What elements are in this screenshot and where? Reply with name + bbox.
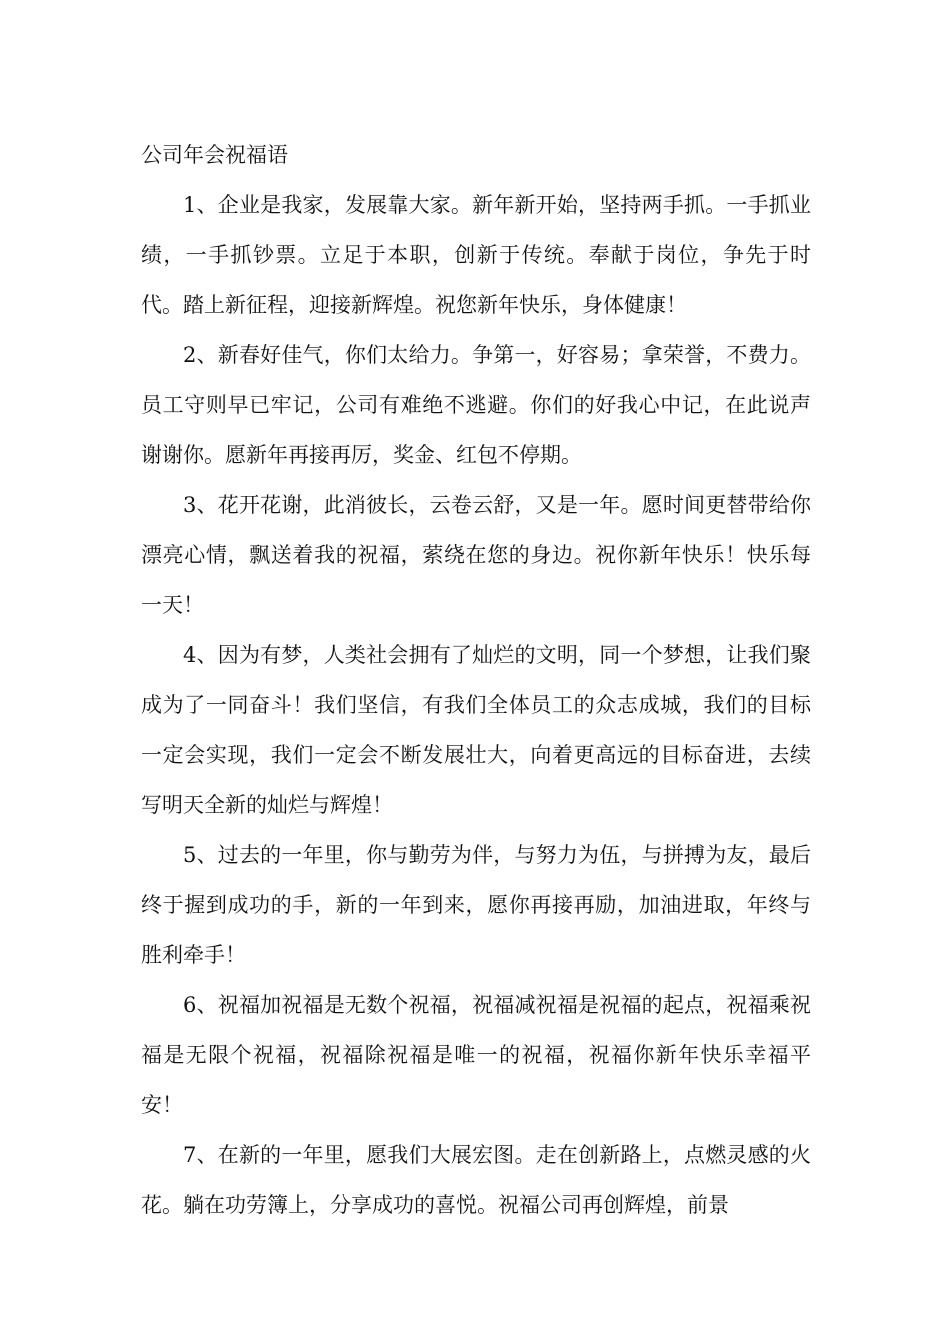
paragraph-1: 1、企业是我家，发展靠大家。新年新开始，坚持两手抓。一手抓业绩，一手抓钞票。立足于本职，创新于传统。奉献于岗位，争先于时代。踏上新征程，迎接新辉煌。祝您新年快乐，身体健康！	[141, 193, 811, 317]
paragraph-6: 6、祝福加祝福是无数个祝福，祝福减祝福是祝福的起点，祝福乘祝福是无限个祝福，祝福除祝福是唯一的祝福，祝福你新年快乐幸福平安！	[141, 993, 811, 1117]
paragraph-7: 7、在新的一年里，愿我们大展宏图。走在创新路上，点燃灵感的火花。躺在功劳簿上，分享成功的喜悦。祝福公司再创辉煌，前景	[141, 1143, 811, 1217]
paragraph-4: 4、因为有梦，人类社会拥有了灿烂的文明，同一个梦想，让我们聚成为了一同奋斗！我们坚信，有我们全体员工的众志成城，我们的目标一定会实现，我们一定会不断发展壮大，向着更高远的目标奋进，去续写明天全新的灿烂与辉煌！	[141, 643, 811, 817]
document-title: 公司年会祝福语	[141, 143, 288, 167]
paragraph-5: 5、过去的一年里，你与勤劳为伴，与努力为伍，与拼搏为友，最后终于握到成功的手，新的一年到来，愿你再接再励，加油进取，年终与胜利牵手！	[141, 843, 811, 967]
paragraph-2: 2、新春好佳气，你们太给力。争第一，好容易；拿荣誉，不费力。员工守则早已牢记，公司有难绝不逃避。你们的好我心中记，在此说声谢谢你。愿新年再接再厉，奖金、红包不停期。	[141, 343, 811, 467]
document-body	[141, 130, 811, 1230]
paragraph-3: 3、花开花谢，此消彼长，云卷云舒，又是一年。愿时间更替带给你漂亮心情，飘送着我的祝福，萦绕在您的身边。祝你新年快乐！快乐每一天！	[141, 493, 811, 617]
